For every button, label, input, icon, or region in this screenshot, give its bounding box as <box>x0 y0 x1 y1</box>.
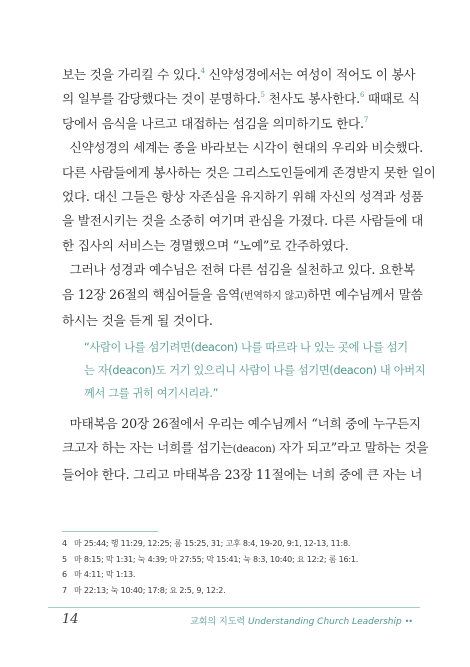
text-span: 신약성경에서는 여성이 적어도 이 봉사 <box>204 67 416 82</box>
quote-line: 는 자(deacon)도 거기 있으리니 사람이 나를 섬기면(deacon) 내 아버지 <box>84 364 426 377</box>
body-paragraph-1 <box>62 63 436 333</box>
text-span: 당에서 음식을 나르고 대접하는 섬김을 의미하기도 한다. <box>62 115 364 131</box>
footnote-separator <box>62 531 158 532</box>
text-line: 다른 사람들에게 봉사하는 것은 그리스도인들에게 존경받지 못한 일이 <box>62 164 436 180</box>
body-paragraph-4 <box>62 412 429 487</box>
text-line: 마태복음 20장 26절에서 우리는 예수님께서 “너희 중에 누구든지 <box>62 416 421 431</box>
text-line: 그러나 성경과 예수님은 전혀 다른 섬김을 실천하고 있다. 요한복 <box>62 262 415 278</box>
running-head <box>190 614 412 627</box>
footnote-ref[interactable]: 5 <box>260 91 265 100</box>
text-line: 하시는 것을 듣게 될 것이다. <box>62 313 213 329</box>
footnote-number: 7 <box>62 585 67 595</box>
footer-rule <box>48 607 420 608</box>
text-span: 하면 예수님께서 말씀 <box>307 286 423 302</box>
footnote-item <box>62 552 402 568</box>
running-head-title: 교회의 지도력 <box>190 617 246 627</box>
text-line <box>62 87 420 111</box>
footnote-item <box>62 583 402 599</box>
text-span: 크고자 하는 자는 너희를 섬기는 <box>62 440 233 456</box>
running-head-subtitle: Understanding Church Leadership <box>247 617 402 627</box>
footnote-ref[interactable]: 4 <box>200 67 205 75</box>
footnote-item <box>62 567 402 583</box>
text-line: 들어야 한다. 그리고 마태복음 23장 11절에는 너희 중에 큰 자는 너 <box>62 466 423 482</box>
text-span: (번역하지 않고) <box>240 290 308 302</box>
page-number: 14 <box>62 612 79 627</box>
footnote-number: 6 <box>62 570 67 579</box>
footnotes <box>62 536 402 598</box>
footnote-number: 5 <box>62 554 67 564</box>
text-line <box>62 436 429 462</box>
scripture-quote <box>84 336 426 405</box>
text-line <box>62 283 423 309</box>
text-line: 신약성경의 세계는 종을 바라보는 시각이 현대의 우리와 비슷했다. <box>62 140 424 156</box>
text-span: 천사도 봉사한다. <box>264 91 360 107</box>
quote-line: “사람이 나를 섬기려면(deacon) 나를 따르라 나 있는 곳에 나를 섬기 <box>84 341 408 354</box>
quote-line: 께서 그를 귀히 여기시리라.” <box>84 387 219 400</box>
text-line: 었다. 대신 그들은 항상 자존심을 유지하기 위해 자신의 성격과 성품 <box>62 189 424 205</box>
text-line <box>62 63 416 87</box>
text-line <box>62 112 412 136</box>
footnote-text: 마 4:11; 막 1:13. <box>74 570 136 579</box>
text-line: 을 발전시키는 것을 소중히 여기며 관심을 가졌다. 다른 사람들에 대 <box>62 213 424 229</box>
footnote-text: 마 25:44; 행 11:29, 12:25; 롬 15:25, 31; 고후 8:4, 19-20, 9:1, 12-13, 11:8. <box>74 539 351 548</box>
text-span: 음 12장 26절의 핵심어들을 음역 <box>62 286 241 302</box>
text-span: (deacon) <box>232 444 276 456</box>
bullet-dots-icon: •• <box>404 617 412 626</box>
footnote-ref[interactable]: 6 <box>359 91 365 100</box>
footnote-text: 마 8:15; 막 1:31; 눅 4:39; 마 27:55; 막 15:41; 눅 8:3, 10:40; 요 12:2; 롬 16:1. <box>74 554 359 564</box>
text-span: 의 일부를 감당했다는 것이 분명하다. <box>62 91 261 107</box>
text-line: 한 집사의 서비스는 경멸했으며 “노예”로 간주하였다. <box>62 237 349 253</box>
text-span: 자가 되고”라고 말하는 것을 <box>275 440 429 456</box>
text-span: 보는 것을 가리킬 수 있다. <box>62 67 201 82</box>
footnote-item <box>62 536 402 552</box>
text-span: 때때로 식 <box>364 91 420 107</box>
footnote-text: 마 22:13; 눅 10:40; 17:8; 요 2:5, 9, 12:2. <box>74 585 226 595</box>
footnote-ref[interactable]: 7 <box>363 115 369 124</box>
footnote-number: 4 <box>62 539 67 548</box>
